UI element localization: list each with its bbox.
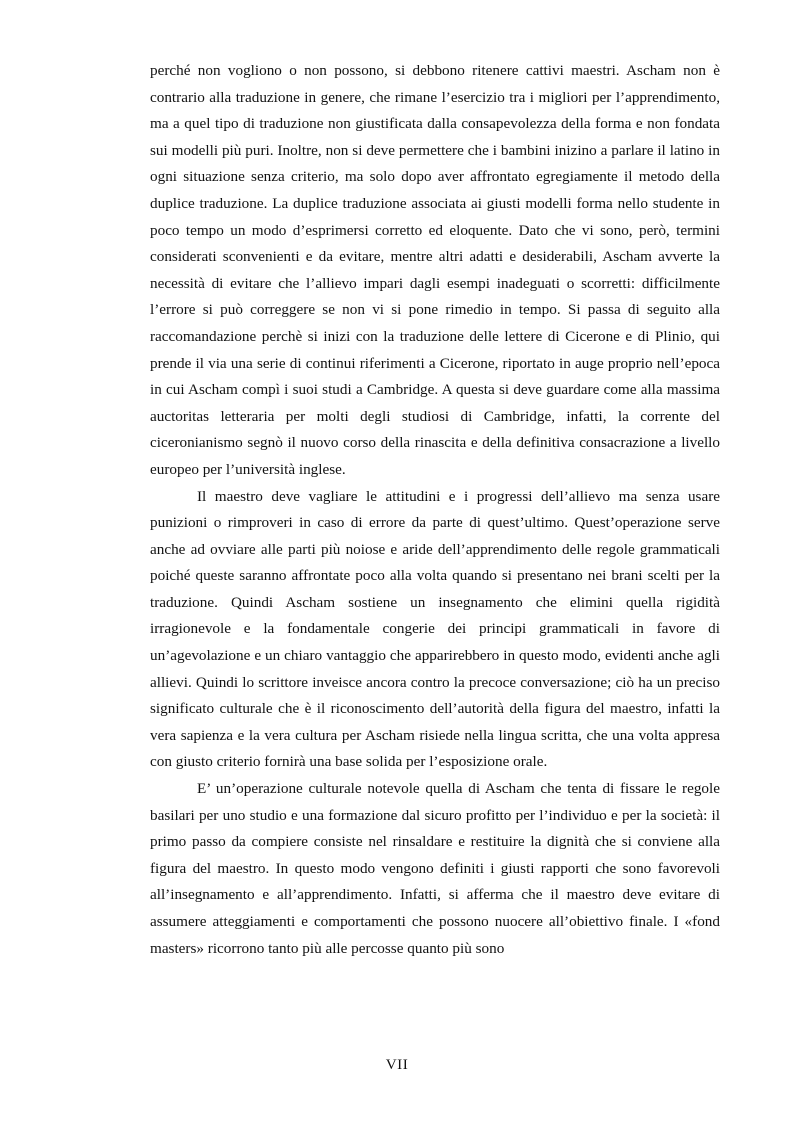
page-number: VII <box>385 1056 409 1073</box>
paragraph-maestro: Il maestro deve vagliare le attitudini e i progressi dell’allievo ma senza usare punizioni o rimproveri in caso di errore da parte di quest’ultimo. Quest’operazione serve anche ad ovviare alle parti più noiose e aride dell’apprendimento delle regole grammaticali poiché queste saranno affrontate poco alla volta quando si presentano nei brani scelti per la traduzione. Quindi Ascham sostiene un insegnamento che elimini quella rigidità irragionevole e la fondamentale congerie dei principi grammaticali in favore di un’agevolazione e un chiaro vantaggio che apparirebbero in questo modo, evidenti anche agli allievi. Quindi lo scrittore inveisce ancora contro la precoce conversazione; ciò ha un preciso significato culturale che è il riconoscimento dell’autorità della figura del maestro, infatti la vera sapienza e la vera cultura per Ascham risiede nella lingua scritta, che una volta appresa con giusto criterio fornirà una base solida per l’esposizione orale. <box>150 487 720 771</box>
paragraph-continued: perché non vogliono o non possono, si debbono ritenere cattivi maestri. Ascham non è contrario alla traduzione in genere, che rimane l’esercizio tra i migliori per l’apprendimento, ma a quel tipo di traduzione non giustificata dalla consapevolezza della forma e non fondata sui modelli più puri. Inoltre, non si deve permettere che i bambini inizino a parlare il latino in ogni situazione senza criterio, ma solo dopo aver affrontato egregiamente il metodo della duplice traduzione. La duplice traduzione associata ai giusti modelli forma nello studente in poco tempo un modo d’esprimersi corretto ed eloquente. Dato che vi sono, però, termini considerati sconvenienti e da evitare, mentre altri adatti e desiderabili, Ascham avverte la necessità di evitare che l’allievo impari dagli esempi inadeguati o scorretti: difficilmente l’errore si può correggere se non vi si pone rimedio in tempo. Si passa di seguito alla raccomandazione perchè si inizi con la traduzione delle lettere di Cicerone e di Plinio, qui prende il via una serie di continui riferimenti a Cicerone, riportato in auge proprio nell’epoca in cui Ascham compì i suoi studi a Cambridge. A questa si deve guardare come alla massima auctoritas letteraria per molti degli studiosi di Cambridge, infatti, la corrente del ciceronianismo segnò il nuovo corso della rinascita e della definitiva consacrazione a livello europeo per l’università inglese. <box>150 62 720 478</box>
body-text <box>150 58 720 962</box>
paragraph-operazione-culturale: E’ un’operazione culturale notevole quella di Ascham che tenta di fissare le regole basilari per uno studio e una formazione dal sicuro profitto per l’individuo e per la società: il primo passo da compiere consiste nel rinsaldare e restituire la dignità che si conviene alla figura del maestro. In questo modo vengono definiti i giusti rapporti che sono favorevoli all’insegnamento e all’apprendimento. Infatti, si afferma che il maestro deve evitare di assumere atteggiamenti e comportamenti che possono nuocere all’obiettivo finale. I «fond masters» ricorrono tanto più alle percosse quanto più sono <box>150 780 720 957</box>
